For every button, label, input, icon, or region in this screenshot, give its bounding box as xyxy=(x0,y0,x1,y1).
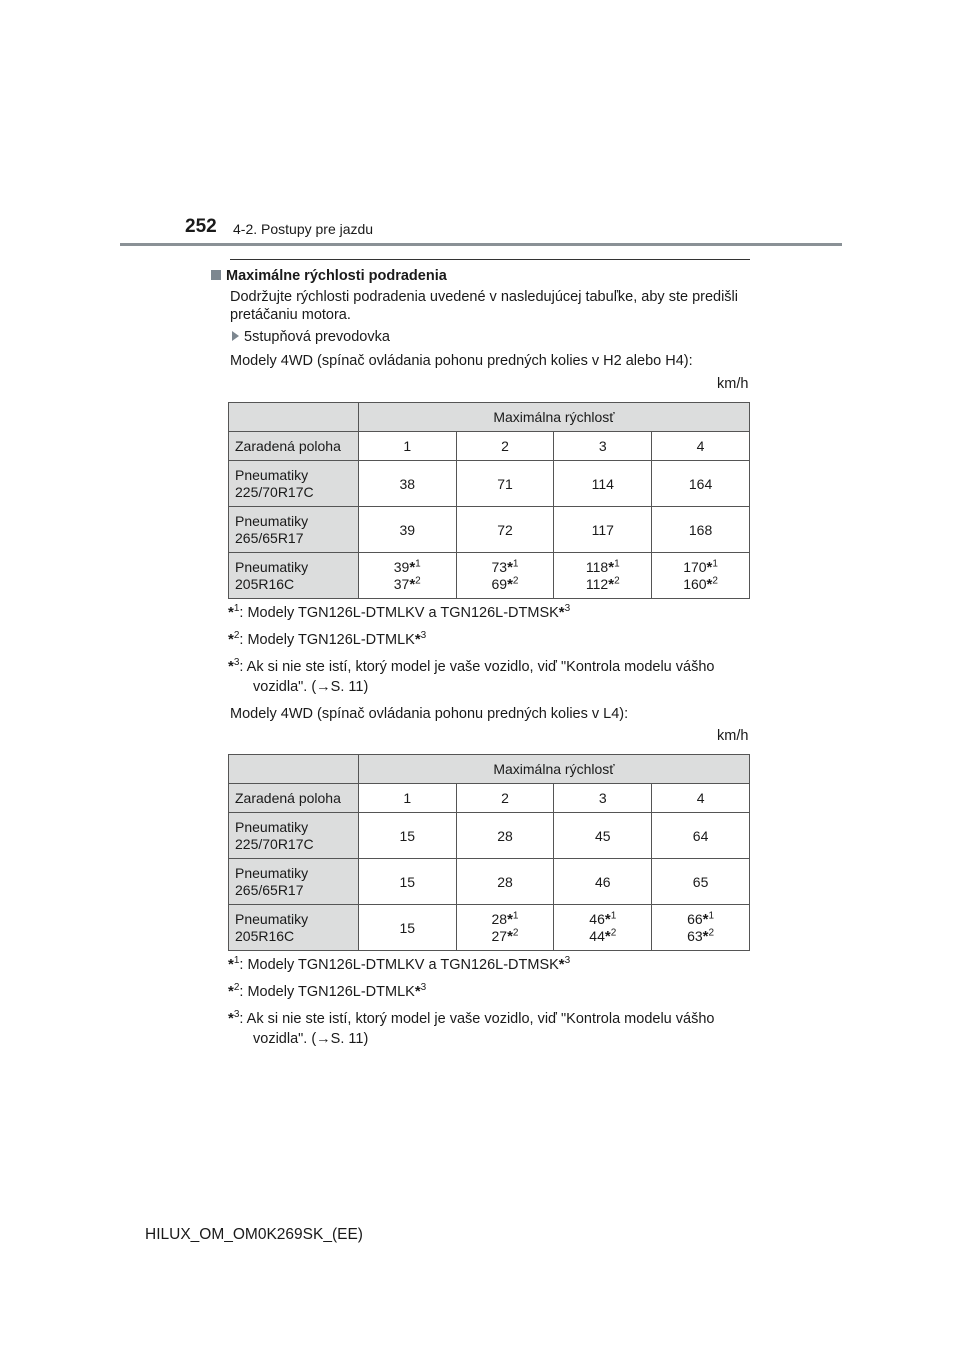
header-divider xyxy=(120,243,842,246)
square-bullet-icon xyxy=(211,270,221,280)
footnote-2: *$^2$: Modely TGN126L-DTMLK*$^3$ xyxy=(228,982,427,1000)
triangle-bullet-icon xyxy=(232,331,239,341)
section-heading: Maximálne rýchlosti podradenia xyxy=(211,267,447,285)
tire-label: Pneumatiky 265/65R17 xyxy=(229,859,359,905)
footnote-2: *$^2$: Modely TGN126L-DTMLK*$^3$ xyxy=(228,630,427,648)
speed-cell: 46*$^1$ 44*$^2$ xyxy=(554,905,652,951)
position-2: 2 xyxy=(456,784,554,813)
footnote-1: *$^1$: Modely TGN126L-DTMLKV a TGN126L-DTMSK*$^3$ xyxy=(228,603,571,621)
speed-cell: 64 xyxy=(652,813,750,859)
speed-cell: 28 xyxy=(456,859,554,905)
speed-cell: 66*$^1$ 63*$^2$ xyxy=(652,905,750,951)
speed-cell: 46 xyxy=(554,859,652,905)
table-corner xyxy=(229,755,359,784)
page-header xyxy=(0,0,960,250)
table1-caption: Modely 4WD (spínač ovládania pohonu predných kolies v H2 alebo H4): xyxy=(230,353,693,369)
speed-cell: 168 xyxy=(652,507,750,553)
position-label: Zaradená poloha xyxy=(229,432,359,461)
speed-cell: 39*$^1$ 37*$^2$ xyxy=(358,553,456,599)
position-4: 4 xyxy=(652,432,750,461)
speed-cell: 65 xyxy=(652,859,750,905)
max-speed-header: Maximálna rýchlosť xyxy=(358,755,749,784)
position-1: 1 xyxy=(358,784,456,813)
speed-cell: 72 xyxy=(456,507,554,553)
footnote-1: *$^1$: Modely TGN126L-DTMLKV a TGN126L-DTMSK*$^3$ xyxy=(228,955,571,973)
table2-caption: Modely 4WD (spínač ovládania pohonu predných kolies v L4): xyxy=(230,706,629,722)
tire-label: Pneumatiky 225/70R17C xyxy=(229,461,359,507)
speed-cell: 15 xyxy=(358,859,456,905)
position-label: Zaradená poloha xyxy=(229,784,359,813)
speed-cell: 15 xyxy=(358,905,456,951)
tire-label: Pneumatiky 205R16C xyxy=(229,553,359,599)
speed-cell: 39 xyxy=(358,507,456,553)
position-1: 1 xyxy=(358,432,456,461)
position-3: 3 xyxy=(554,784,652,813)
speed-cell: 117 xyxy=(554,507,652,553)
table-row xyxy=(229,553,750,599)
content-divider xyxy=(230,259,750,260)
speed-cell: 28*$^1$ 27*$^2$ xyxy=(456,905,554,951)
footnote-3: *$^3$: Ak si nie ste istí, ktorý model je vaše vozidlo, viď "Kontrola modelu vášho vozidla". (→S. 11) xyxy=(228,657,715,695)
position-3: 3 xyxy=(554,432,652,461)
table-row xyxy=(229,813,750,859)
section-title: 4-2. Postupy pre jazdu xyxy=(233,221,374,237)
speed-cell: 45 xyxy=(554,813,652,859)
transmission-label: 5stupňová prevodovka xyxy=(232,328,390,346)
tire-label: Pneumatiky 205R16C xyxy=(229,905,359,951)
footnote-3: *$^3$: Ak si nie ste istí, ktorý model je vaše vozidlo, viď "Kontrola modelu vášho vozidla". (→S. 11) xyxy=(228,1009,715,1047)
table-corner xyxy=(229,403,359,432)
table2-unit: km/h xyxy=(717,728,749,744)
tire-label: Pneumatiky 265/65R17 xyxy=(229,507,359,553)
table1-unit: km/h xyxy=(717,376,749,392)
position-2: 2 xyxy=(456,432,554,461)
speed-table-1 xyxy=(228,402,750,599)
max-speed-header: Maximálna rýchlosť xyxy=(358,403,749,432)
tire-label: Pneumatiky 225/70R17C xyxy=(229,813,359,859)
speed-cell: 170*$^1$ 160*$^2$ xyxy=(652,553,750,599)
table-row xyxy=(229,461,750,507)
table-row xyxy=(229,507,750,553)
speed-cell: 15 xyxy=(358,813,456,859)
speed-cell: 118*$^1$ 112*$^2$ xyxy=(554,553,652,599)
speed-cell: 71 xyxy=(456,461,554,507)
speed-cell: 164 xyxy=(652,461,750,507)
table-row xyxy=(229,905,750,951)
speed-cell: 114 xyxy=(554,461,652,507)
table-row xyxy=(229,859,750,905)
document-code: HILUX_OM_OM0K269SK_(EE) xyxy=(145,1226,363,1243)
speed-cell: 73*$^1$ 69*$^2$ xyxy=(456,553,554,599)
intro-text: Dodržujte rýchlosti podradenia uvedené v nasledujúcej tabuľke, aby ste predišli pretáčaniu motora. xyxy=(230,289,739,323)
page-number: 252 xyxy=(185,216,217,237)
speed-cell: 28 xyxy=(456,813,554,859)
speed-cell: 38 xyxy=(358,461,456,507)
position-4: 4 xyxy=(652,784,750,813)
speed-table-2 xyxy=(228,754,750,951)
